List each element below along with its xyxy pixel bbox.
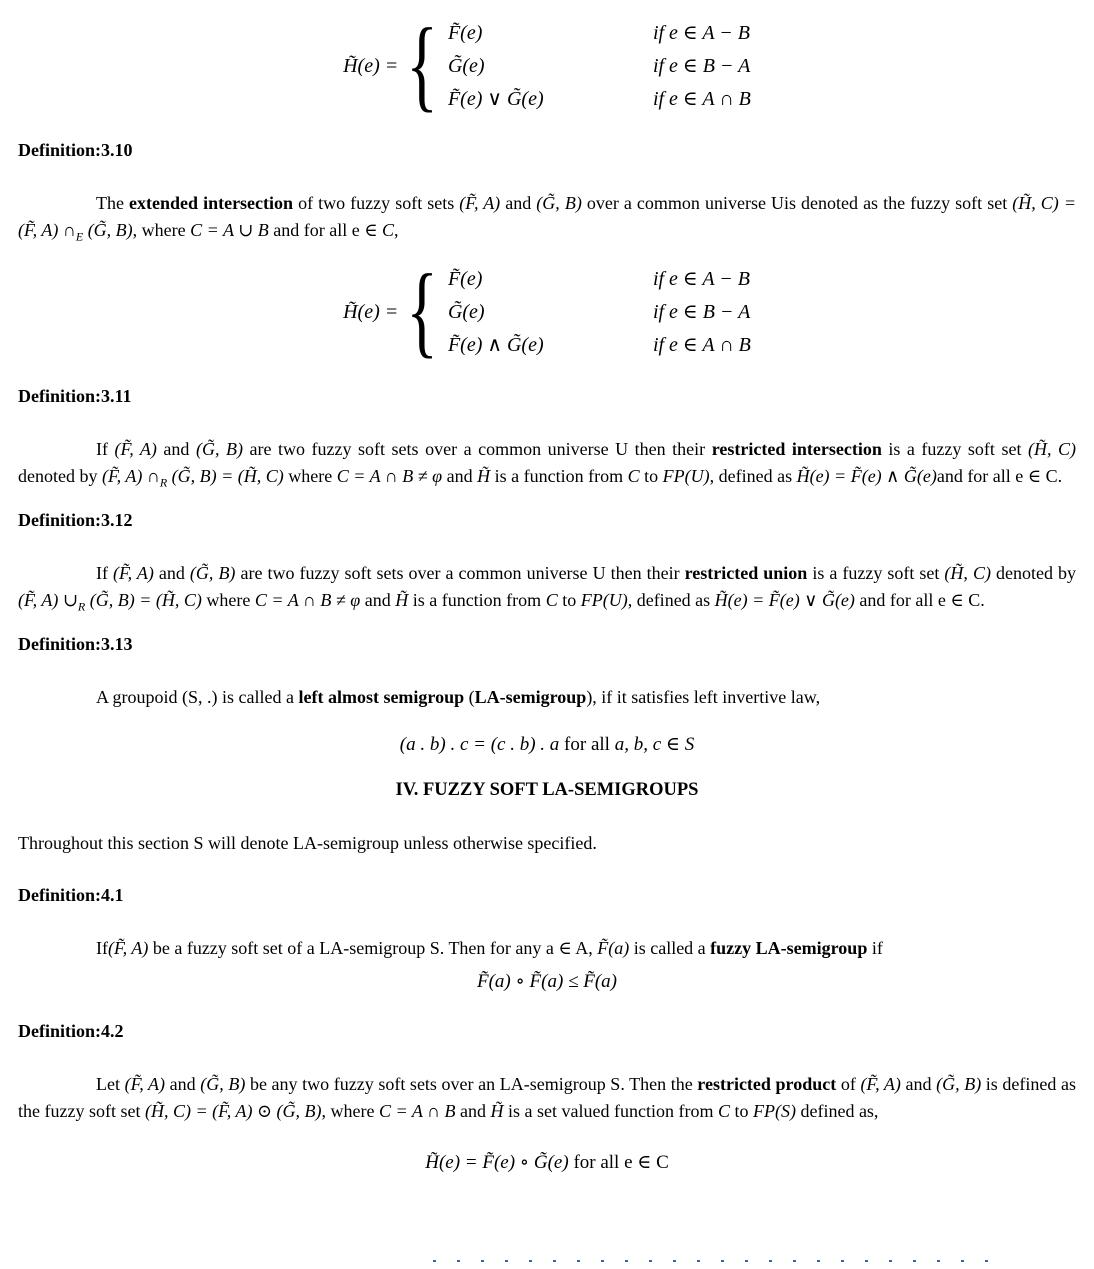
case-condition: if e ∈ A − B [652, 268, 750, 290]
paragraph-def-3-13: A groupoid (S, .) is called a left almost semigroup (LA-semigroup), if it satisfies left invertive law, [96, 687, 821, 707]
paragraph-def-4-2: Let (F̃, A) and (G̃, B) be any two fuzzy soft sets over an LA-semigroup S. Then the restricted product of (F̃, A) and (G̃, B) is defined as the fuzzy soft set (H̃, C) = (F̃, A) ⊙ (G̃, B), where C = A ∩ B and H̃ is a set valued function from C to FP(S) defined as, [18, 1074, 1076, 1121]
formula-lhs: H̃(e) = [343, 54, 399, 77]
definition-heading-3-12: Definition:3.12 [18, 510, 133, 530]
case-expression: G̃(e) [447, 55, 485, 77]
case-expression: F̃(e) ∨ G̃(e) [447, 88, 544, 110]
piecewise-formula-extended-union [18, 8, 1076, 122]
restricted-product-formula: H̃(e) = F̃(e) ∘ G̃(e) for all e ∈ C [425, 1152, 669, 1173]
case-condition: if e ∈ A ∩ B [652, 88, 751, 110]
definition-heading-3-13: Definition:3.13 [18, 634, 133, 654]
cases-rows [448, 264, 751, 360]
case-expression: G̃(e) [447, 301, 485, 323]
paragraph-def-4-1: If(F̃, A) be a fuzzy soft set of a LA-semigroup S. Then for any a ∈ A, F̃(a) is called a fuzzy LA-semigroup if [96, 938, 883, 958]
definition-heading-3-11: Definition:3.11 [18, 386, 132, 406]
definition-heading-4-2: Definition:4.2 [18, 1021, 124, 1041]
left-brace: { [406, 8, 438, 122]
case-expression: F̃(e) ∧ G̃(e) [447, 334, 544, 356]
case-condition: if e ∈ A − B [652, 22, 750, 44]
definition-heading-4-1: Definition:4.1 [18, 885, 124, 905]
section-intro-paragraph: Throughout this section S will denote LA-semigroup unless otherwise specified. [18, 833, 597, 853]
definition-heading-3-10: Definition:3.10 [18, 140, 133, 160]
case-condition: if e ∈ B − A [652, 55, 751, 77]
case-condition: if e ∈ A ∩ B [652, 334, 751, 356]
left-invertive-law-formula: (a . b) . c = (c . b) . a for all a, b, c ∈ S [399, 734, 695, 755]
case-expression: F̃(e) [447, 268, 483, 290]
left-brace: { [406, 254, 438, 368]
case-condition: if e ∈ B − A [652, 301, 751, 323]
section-heading-fuzzy-soft-la-semigroups: IV. FUZZY SOFT LA-SEMIGROUPS [395, 780, 699, 800]
cutoff-blue-text-artifact [433, 1260, 1008, 1262]
paragraph-def-3-11: If (F̃, A) and (G̃, B) are two fuzzy soft sets over a common universe U then their restricted intersection is a fuzzy soft set (H̃, C) denoted by (F̃, A) $\cap_R$ (G̃, B) = (H̃, C) where C = A ∩ B ≠ φ and H̃ is a function from C to FP(U), defined as H̃(e) = F̃(e) ∧ G̃(e)and for all e ∈ C. [18, 439, 1077, 490]
paragraph-def-3-12: If (F̃, A) and (G̃, B) are two fuzzy soft sets over a common universe U then their restricted union is a fuzzy soft set (H̃, C) denoted by (F̃, A) $\cup_R$ (G̃, B) = (H̃, C) where C = A ∩ B ≠ φ and H̃ is a function from C to FP(U), defined as H̃(e) = F̃(e) ∨ G̃(e) and for all e ∈ C. [18, 563, 1076, 614]
piecewise-formula-extended-intersection [18, 254, 1076, 368]
cases-rows [448, 18, 751, 114]
case-expression: F̃(e) [447, 22, 483, 44]
fuzzy-la-semigroup-formula: F̃(a) ∘ F̃(a) ≤ F̃(a) [476, 971, 618, 992]
formula-lhs: H̃(e) = [343, 300, 399, 323]
paragraph-def-3-10: The extended intersection of two fuzzy soft sets (F̃, A) and (G̃, B) over a common universe Uis denoted as the fuzzy soft set (H̃, C) = (F̃, A) $\cap_E$ (G̃, B), where C = A ∪ B and for all e ∈ C, [18, 193, 1076, 244]
